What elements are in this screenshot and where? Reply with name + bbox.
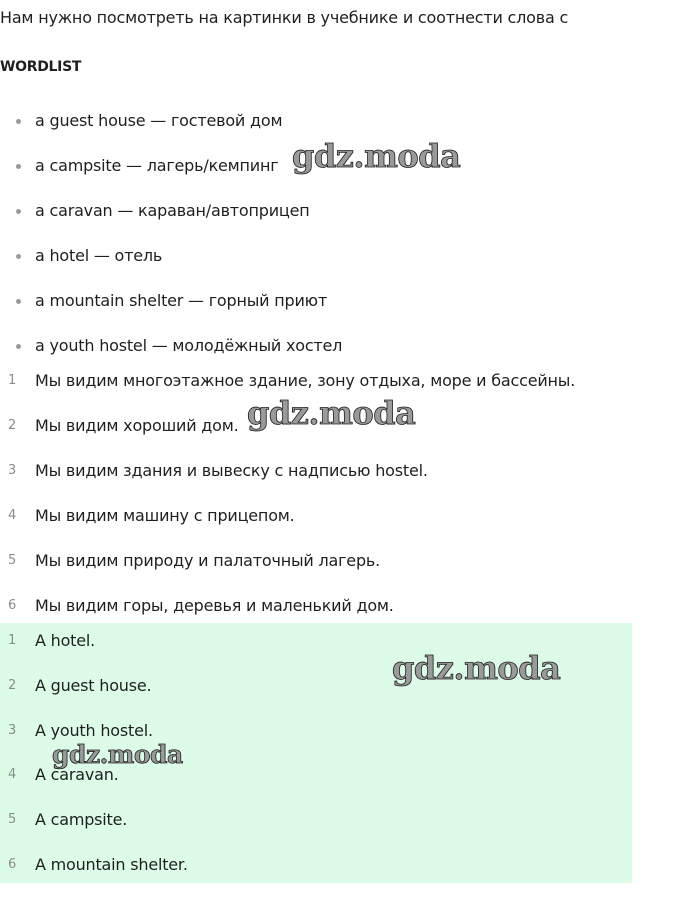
list-item-text: Мы видим горы, деревья и маленький дом. [35,596,394,615]
list-item-text: Мы видим многоэтажное здание, зону отдыха, море и бассейны. [35,371,576,390]
wordlist-item-text: a mountain shelter — горный приют [35,291,328,310]
list-number: 5 [7,553,17,568]
list-number: 4 [7,508,17,523]
list-number: 3 [7,463,17,478]
wordlist-heading: WORDLIST [0,59,82,75]
list-number: 1 [7,373,17,388]
list-item-text: Мы видим хороший дом. [35,416,239,435]
answer-text: A caravan. [35,765,119,784]
list-number: 6 [7,598,17,613]
answer-number: 5 [7,812,17,827]
list-number: 2 [7,418,17,433]
list-item-text: Мы видим здания и вывеску с надписью hostel. [35,461,428,480]
answer-text: A mountain shelter. [35,855,188,874]
bullet-icon [16,254,21,259]
list-item-text: Мы видим машину с прицепом. [35,506,295,525]
bullet-icon [16,164,21,169]
wordlist-item-text: a youth hostel — молодёжный хостел [35,336,343,355]
bullet-icon [16,299,21,304]
bullet-icon [16,209,21,214]
answer-text: A hotel. [35,631,96,650]
watermark-logo: gdz.moda [392,649,561,687]
answer-text: A campsite. [35,810,128,829]
wordlist-item-text: a campsite — лагерь/кемпинг [35,156,279,175]
bullet-icon [16,119,21,124]
answer-text: A youth hostel. [35,721,153,740]
intro-text: Нам нужно посмотреть на картинки в учебнике и соотнести слова с [0,8,569,27]
answer-number: 6 [7,857,17,872]
bullet-icon [16,344,21,349]
answer-number: 1 [7,633,17,648]
answer-number: 2 [7,678,17,693]
watermark-logo: gdz.moda [247,394,416,432]
wordlist-item-text: a hotel — отель [35,246,163,265]
answer-number: 4 [7,767,17,782]
list-item-text: Мы видим природу и палаточный лагерь. [35,551,381,570]
wordlist-item-text: a caravan — караван/автоприцеп [35,201,310,220]
watermark-logo: gdz.moda [292,137,461,175]
wordlist-item-text: a guest house — гостевой дом [35,111,283,130]
answer-number: 3 [7,723,17,738]
watermark-logo: gdz.moda [52,740,183,769]
answer-text: A guest house. [35,676,152,695]
